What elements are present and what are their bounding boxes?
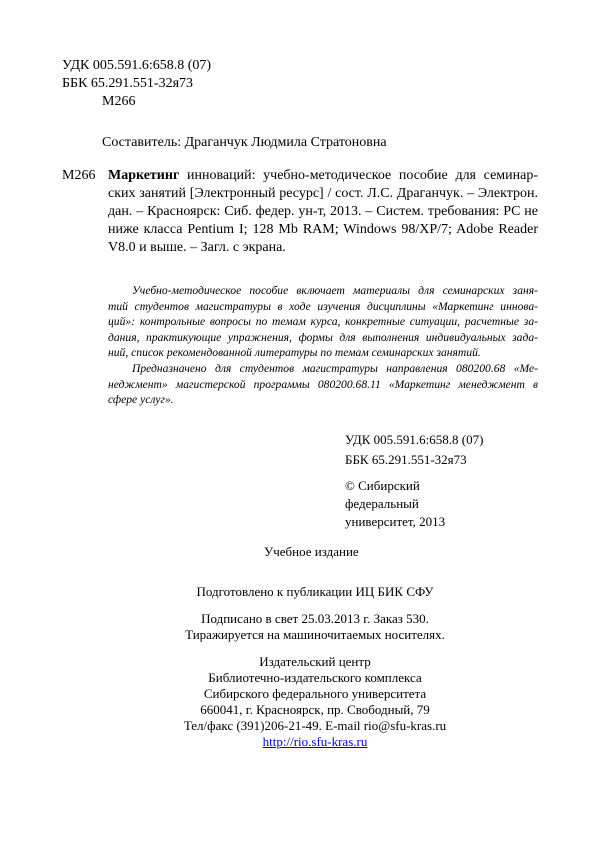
copyright-line-1: © Сибирский [345,478,420,493]
citation-title: Маркетинг [108,168,180,183]
imprint-signed: Подписано в свет 25.03.2013 г. Заказ 530. [201,611,429,626]
publisher-line-4: 660041, г. Красноярск, пр. Свободный, 79 [200,702,430,717]
annotation-p1-line-1: Учебно-методическое пособие включает материалы для семинарских заня- [132,284,538,297]
classification-bbk: ББК 65.291.551-32я73 [345,452,467,467]
publisher-line-3: Сибирского федерального университета [203,686,427,701]
header-bbk: ББК 65.291.551-32я73 [62,76,194,91]
annotation-p2-line-3: сфере услуг». [108,393,174,407]
publisher-line-2: Библиотечно-издательского комплекса [208,670,422,685]
edition: Учебное издание [264,544,359,559]
citation-body [108,167,538,257]
citation-code: М266 [62,168,96,183]
annotation-p1-line-5: ний, список рекомендованной литературы по темам семинарских занятий. [108,346,481,360]
imprint-replicated: Тиражируется на машиночитаемых носителях. [185,627,445,642]
annotation-p2-line-2: неджмент» магистерской программы 080200.68.11 «Маркетинг менеджмент в [108,377,538,391]
compiler-text: Составитель: Драганчук Людмила Стратоновна [102,135,387,150]
annotation-p1-line-3: ций»: контрольные вопросы по темам курса, конкретные ситуации, расчетные за- [108,315,538,329]
copyright [345,477,445,531]
imprint-prepared: Подготовлено к публикации ИЦ БИК СФУ [196,584,434,599]
citation-line-5: V8.0 и выше. – Загл. с экрана. [108,240,286,255]
header-code: М266 [102,94,136,109]
classification [345,430,483,470]
copyright-line-2: федеральный [345,496,419,511]
annotation-p1-line-4: дания, практикующие упражнения, формы для выполнения индивидуальных зада- [108,330,538,344]
publisher-line-1: Издательский центр [259,654,371,669]
citation-line-4: ниже класса Pentium I; 128 Mb RAM; Windows 98/XP/7; Adobe Reader [108,222,538,237]
citation-line-2: ских занятий [Электронный ресурс] / сост. Л.С. Драганчук. – Электрон. [108,186,538,201]
compiler [102,134,387,152]
publisher-url-line [150,734,480,750]
citation-line-3: дан. – Красноярск: Сиб. федер. ун-т, 2013. – Систем. требования: PC не [108,204,538,219]
citation-line [108,167,538,185]
annotation-p2-line-1: Предназначено для студентов магистратуры направления 080200.68 «Ме- [132,361,538,375]
classification-udk: УДК 005.591.6:658.8 (07) [345,432,484,447]
copyright-line-3: университет, 2013 [345,514,446,529]
publisher [150,654,480,750]
header-udk: УДК 005.591.6:658.8 (07) [62,58,212,73]
annotation [108,283,538,408]
citation-line-1: инноваций: учебно-методическое пособие для семинар- [179,168,538,183]
imprint [150,584,480,643]
annotation-p1-line-2: тий студентов магистратуры в ходе изучения дисциплины «Маркетинг иннова- [108,299,538,313]
publisher-line-5: Тел/факс (391)206-21-49. E-mail rio@sfu-kras.ru [183,718,447,733]
header-classification [62,57,211,111]
publisher-website-link[interactable]: http://rio.sfu-kras.ru [262,734,368,749]
